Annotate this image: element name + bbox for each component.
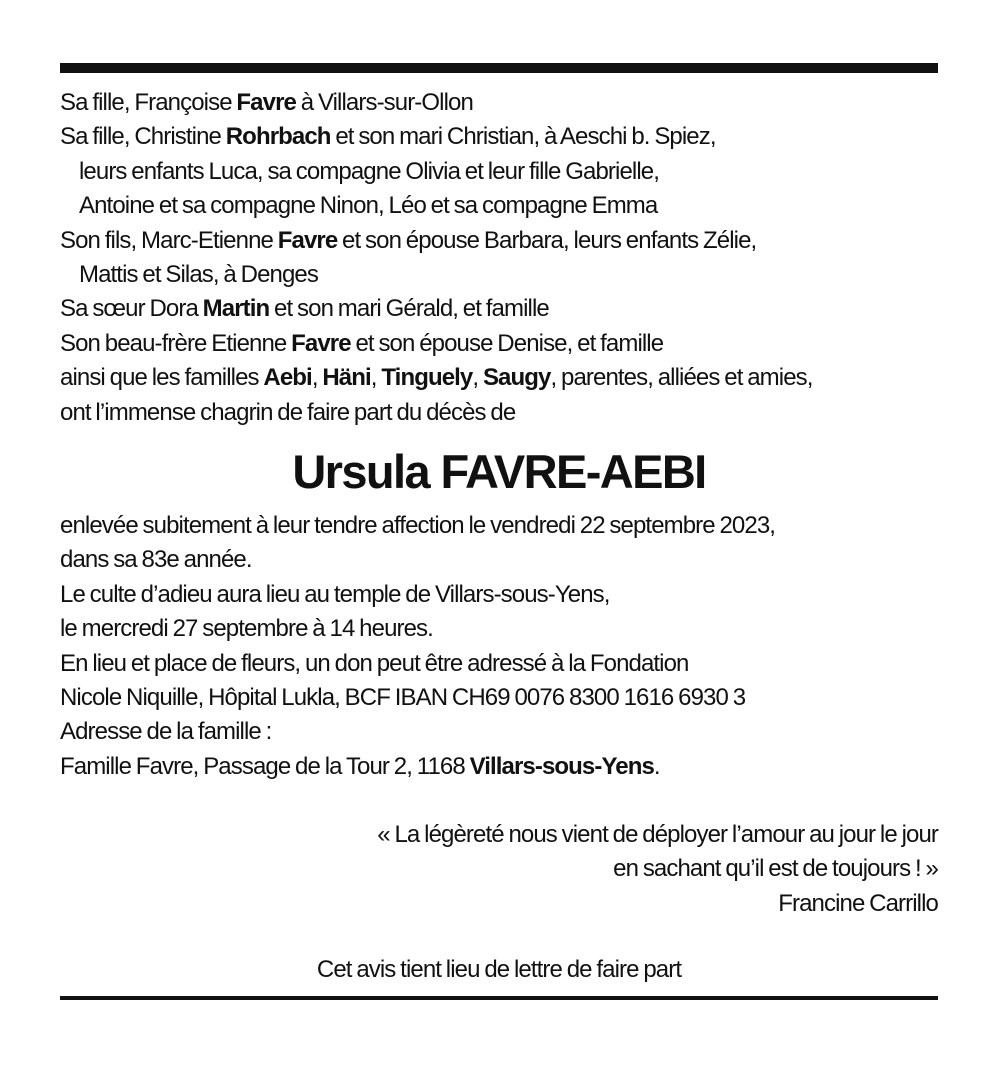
separator: , [370, 364, 382, 392]
surname: Tinguely [381, 364, 473, 392]
surname: Favre [236, 89, 296, 116]
family-line: ont l’immense chagrin de faire part du décès de [60, 398, 516, 426]
detail-line: En lieu et place de fleurs, un don peut être adressé à la Fondation [60, 649, 689, 677]
family-line: Mattis et Silas, à Denges [79, 260, 318, 288]
separator: , [311, 364, 323, 392]
family-address [60, 750, 938, 784]
family-line [60, 361, 938, 395]
text-span: et son mari Gérald, et famille [269, 295, 549, 323]
text-span: Son fils, Marc-Etienne [60, 226, 278, 254]
family-line: Antoine et sa compagne Ninon, Léo et sa compagne Emma [79, 192, 658, 220]
quote-author: Francine Carrillo [778, 889, 938, 917]
text-span: , parentes, alliées et amies, [550, 364, 813, 392]
text-span: Famille Favre, Passage de la Tour 2, 1168 [60, 752, 470, 780]
surname: Favre [291, 329, 351, 357]
family-announcement [60, 86, 938, 430]
detail-line: Adresse de la famille : [60, 718, 272, 746]
top-rule [60, 63, 938, 73]
quote-block [60, 818, 938, 921]
quote-line: « La légèreté nous vient de déployer l’amour au jour le jour [377, 821, 938, 848]
family-line [60, 292, 938, 326]
surname: Aebi [263, 364, 312, 392]
separator: , [472, 364, 483, 392]
deceased-name: Ursula FAVRE-AEBI [292, 445, 706, 498]
surname: Saugy [482, 364, 551, 392]
surname: Favre [277, 226, 338, 254]
quote-line: en sachant qu’il est de toujours ! » [613, 855, 938, 883]
text-span: Sa fille, Françoise [60, 89, 237, 116]
detail-line: Le culte d’adieu aura lieu au temple de Villars-sous-Yens, [60, 580, 610, 608]
text-span: et son mari Christian, à Aeschi b. Spiez, [330, 123, 716, 151]
family-line [60, 224, 938, 258]
bottom-rule [60, 996, 938, 1000]
text-span: et son épouse Denise, et famille [350, 329, 664, 357]
surname: Häni [322, 364, 371, 392]
address-place: Villars-sous-Yens [469, 752, 654, 780]
family-line [60, 327, 938, 361]
text-span: et son épouse Barbara, leurs enfants Zélie, [337, 226, 757, 254]
family-line [60, 120, 938, 154]
text-span: Son beau-frère Etienne [60, 329, 292, 357]
text-span: . [653, 752, 660, 780]
text-span: à Villars-sur-Ollon [295, 89, 473, 116]
family-line [60, 86, 938, 120]
surname: Martin [202, 295, 270, 323]
detail-line: Nicole Niquille, Hôpital Lukla, BCF IBAN CH69 0076 8300 1616 6930 3 [60, 683, 746, 711]
closing-note: Cet avis tient lieu de lettre de faire part [316, 956, 682, 983]
funeral-details [60, 509, 938, 784]
death-notice [60, 0, 938, 1076]
detail-line: enlevée subitement à leur tendre affection le vendredi 22 septembre 2023, [60, 512, 776, 539]
text-span: Sa sœur Dora [60, 295, 203, 323]
text-span: ainsi que les familles [60, 364, 264, 392]
detail-line: le mercredi 27 septembre à 14 heures. [60, 615, 433, 643]
text-span: Sa fille, Christine [60, 123, 226, 151]
detail-line: dans sa 83e année. [60, 546, 252, 574]
family-line: leurs enfants Luca, sa compagne Olivia et leur fille Gabrielle, [79, 157, 659, 185]
surname: Rohrbach [225, 123, 331, 151]
